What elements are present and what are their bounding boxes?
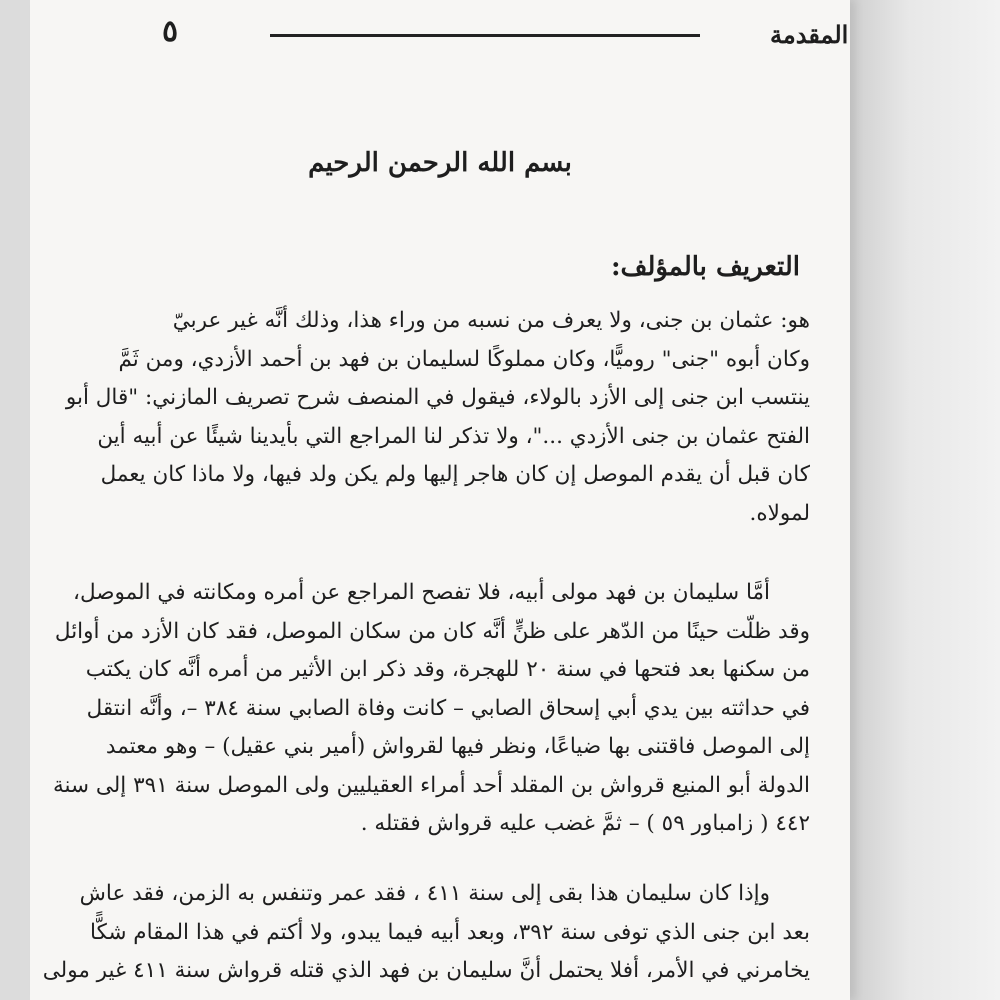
- text-line: أمَّا سليمان بن فهد مولى أبيه، فلا تفصح المراجع عن أمره ومكانته في الموصل،: [73, 580, 770, 605]
- text-line: يخامرني في الأمر، أفلا يحتمل أنَّ سليمان بن فهد الذي قتله قرواش سنة ٤١١ غير مولى: [42, 958, 810, 983]
- text-line: وكان أبوه "جنى" روميًّا، وكان مملوكًا لسليمان بن فهد بن أحمد الأزدي، ومن ثَمَّ: [118, 346, 810, 372]
- section-heading: التعريف بالمؤلف:: [610, 252, 800, 282]
- text-line: من سكنها بعد فتحها في سنة ٢٠ للهجرة، وقد ذكر ابن الأثير من أمره أنَّه كان يكتب: [85, 657, 810, 682]
- text-line: هو: عثمان بن جنى، ولا يعرف من نسبه من وراء هذا، وذلك أنَّه غير عربيّ: [172, 308, 810, 333]
- paragraph-author-origin: [65, 302, 810, 533]
- text-line: وقد ظلّت حينًا من الدّهر على ظنٍّ أنَّه كان من سكان الموصل، فقد كان الأزد من أوائل: [54, 618, 810, 644]
- header-rule: [270, 34, 700, 37]
- text-line: الفتح عثمان بن جنى الأزدي ..."، ولا تذكر لنا المراجع التي بأيدينا شيئًا عن أبيه أين: [97, 423, 810, 449]
- page-number: ٥: [162, 14, 179, 49]
- text-line: وإذا كان سليمان هذا بقى إلى سنة ٤١١ ، فقد عمر وتنفس به الزمن، فقد عاش: [79, 881, 770, 906]
- running-head: المقدمة: [770, 20, 849, 49]
- basmala-heading: بسم الله الرحمن الرحيم: [308, 148, 572, 178]
- text-line: الدولة أبو المنيع قرواش بن المقلد أحد أمراء العقيليين ولى الموصل سنة ٣٩١ إلى سنة: [52, 772, 810, 798]
- text-line: كان قبل أن يقدم الموصل إن كان هاجر إليها ولم يكن ولد فيها، ولا ماذا كان يعمل: [100, 462, 810, 487]
- text-line: لمولاه.: [749, 500, 810, 526]
- page-gutter-shadow: [850, 0, 1000, 1000]
- paragraph-sulayman: [52, 574, 810, 844]
- text-line: ينتسب ابن جنى إلى الأزد بالولاء، فيقول في المنصف شرح تصريف المازني: "قال أبو: [65, 385, 810, 410]
- document-page: [30, 0, 850, 1000]
- text-line: في حداثته بين يدي أبي إسحاق الصابي – كانت وفاة الصابي سنة ٣٨٤ –، وأنَّه انتقل: [86, 695, 810, 721]
- text-line: بعد ابن جنى الذي توفى سنة ٣٩٢، وبعد أبيه فيما يبدو، ولا أكتم في هذا المقام شكًّا: [90, 919, 810, 945]
- text-line: ٤٤٢ ( زامباور ٥٩ ) – ثمَّ غضب عليه قرواش فقتله .: [360, 811, 810, 836]
- text-line: إلى الموصل فاقتنى بها ضياعًا، ونظر فيها لقرواش (أمير بني عقيل) – وهو معتمد: [105, 734, 810, 759]
- paragraph-sulayman-lifespan: [42, 875, 810, 991]
